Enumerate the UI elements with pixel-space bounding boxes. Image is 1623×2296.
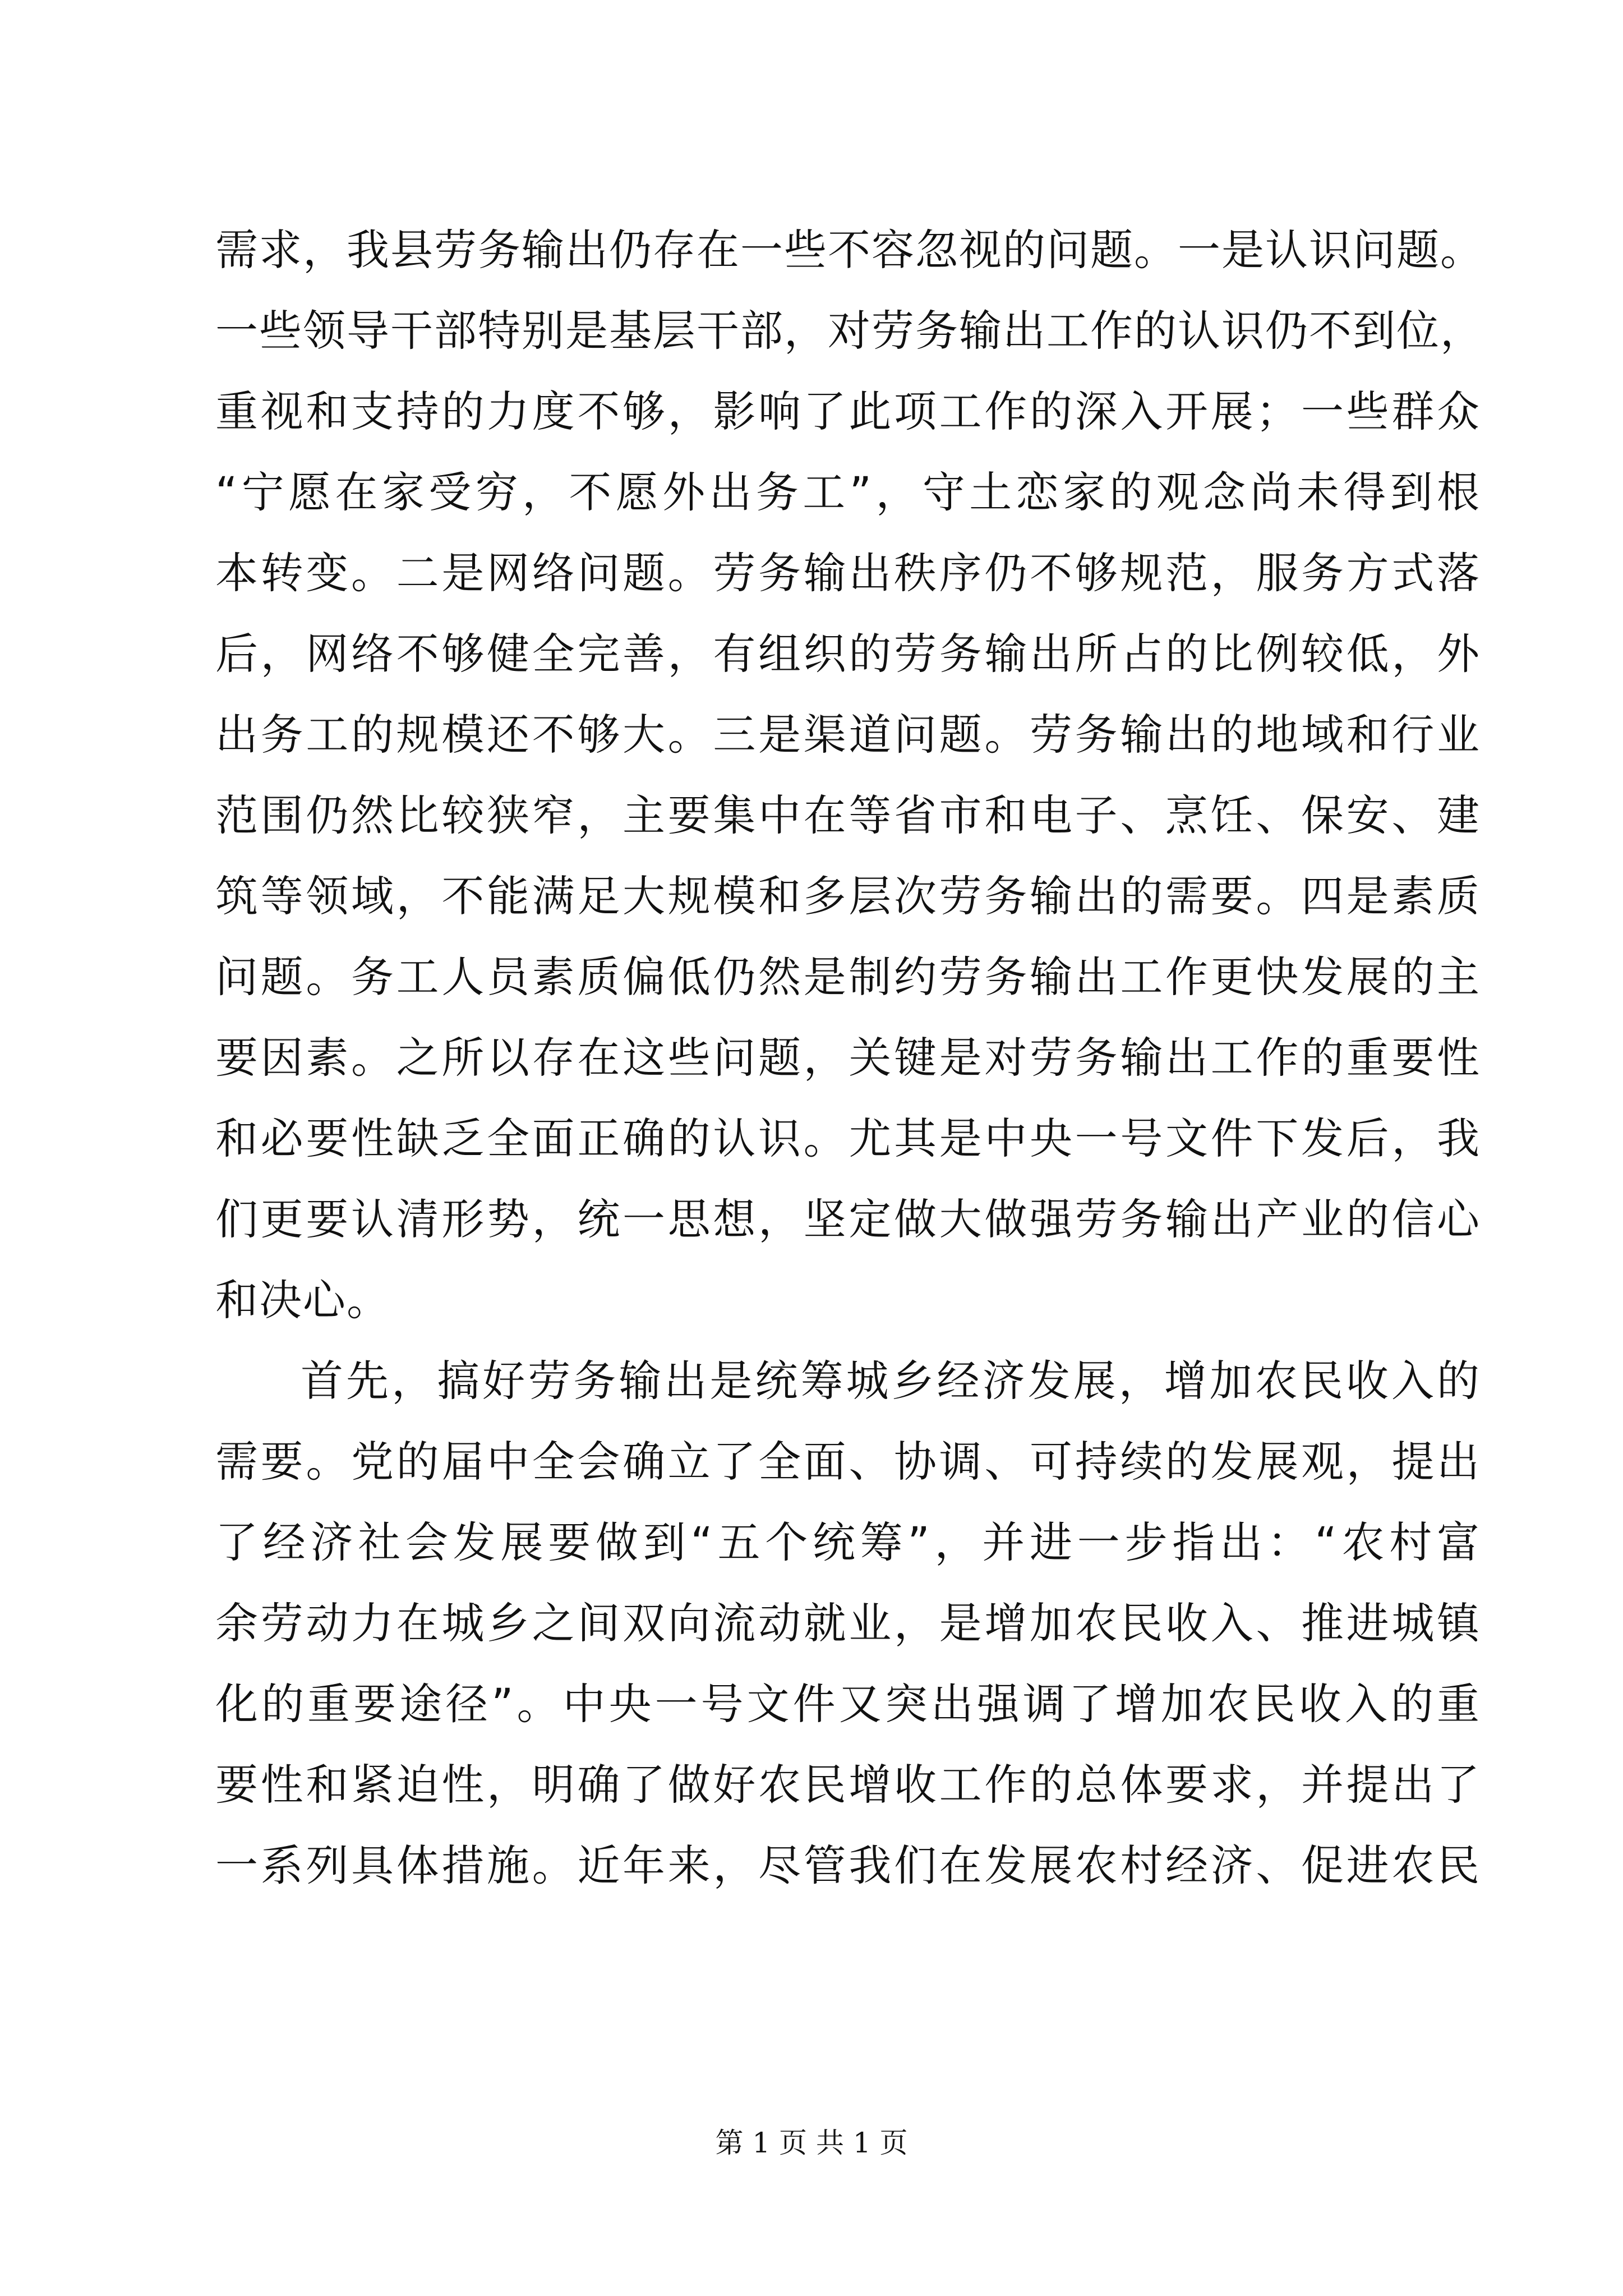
text-line: 范围仍然比较狭窄，主要集中在等省市和电子、烹饪、保安、建: [215, 790, 1481, 840]
text-line: 重视和支持的力度不够，影响了此项工作的深入开展；一些群众: [215, 386, 1481, 436]
text-line: 一些领导干部特别是基层干部，对劳务输出工作的认识仍不到位，: [215, 306, 1484, 356]
text-line: 和决心。: [215, 1275, 390, 1325]
text-line: 和必要性缺乏全面正确的认识。尤其是中央一号文件下发后，我: [215, 1114, 1481, 1163]
text-line: 余劳动力在城乡之间双向流动就业，是增加农民收入、推进城镇: [215, 1598, 1481, 1648]
text-line: “宁愿在家受穷，不愿外出务工”，守土恋家的观念尚未得到根: [215, 467, 1481, 517]
text-line: 要性和紧迫性，明确了做好农民增收工作的总体要求，并提出了: [215, 1760, 1481, 1810]
text-line: 了经济社会发展要做到“五个统筹”，并进一步指出：“农村富: [215, 1517, 1481, 1567]
body-text: [215, 210, 1484, 1906]
text-line: 化的重要途径”。中央一号文件又突出强调了增加农民收入的重: [215, 1679, 1481, 1729]
text-line: 本转变。二是网络问题。劳务输出秩序仍不够规范，服务方式落: [215, 548, 1481, 598]
text-line: 们更要认清形势，统一思想，坚定做大做强劳务输出产业的信心: [215, 1194, 1481, 1244]
text-line: 需要。党的届中全会确立了全面、协调、可持续的发展观，提出: [215, 1437, 1481, 1487]
text-line: 一系列具体措施。近年来，尽管我们在发展农村经济、促进农民: [215, 1841, 1481, 1890]
paragraph-first-line: 首先，搞好劳务输出是统筹城乡经济发展，增加农民收入的: [301, 1356, 1481, 1406]
text-line: 问题。务工人员素质偏低仍然是制约劳务输出工作更快发展的主: [215, 952, 1481, 1002]
text-line: 筑等领域，不能满足大规模和多层次劳务输出的需要。四是素质: [215, 871, 1481, 921]
text-line: 需求，我县劳务输出仍存在一些不容忽视的问题。一是认识问题。: [215, 225, 1484, 275]
text-line: 出务工的规模还不够大。三是渠道问题。劳务输出的地域和行业: [215, 710, 1481, 760]
text-line: 后，网络不够健全完善，有组织的劳务输出所占的比例较低，外: [215, 629, 1481, 679]
page-footer: 第 1 页 共 1 页: [715, 2127, 908, 2159]
text-line: 要因素。之所以存在这些问题，关键是对劳务输出工作的重要性: [215, 1033, 1481, 1083]
